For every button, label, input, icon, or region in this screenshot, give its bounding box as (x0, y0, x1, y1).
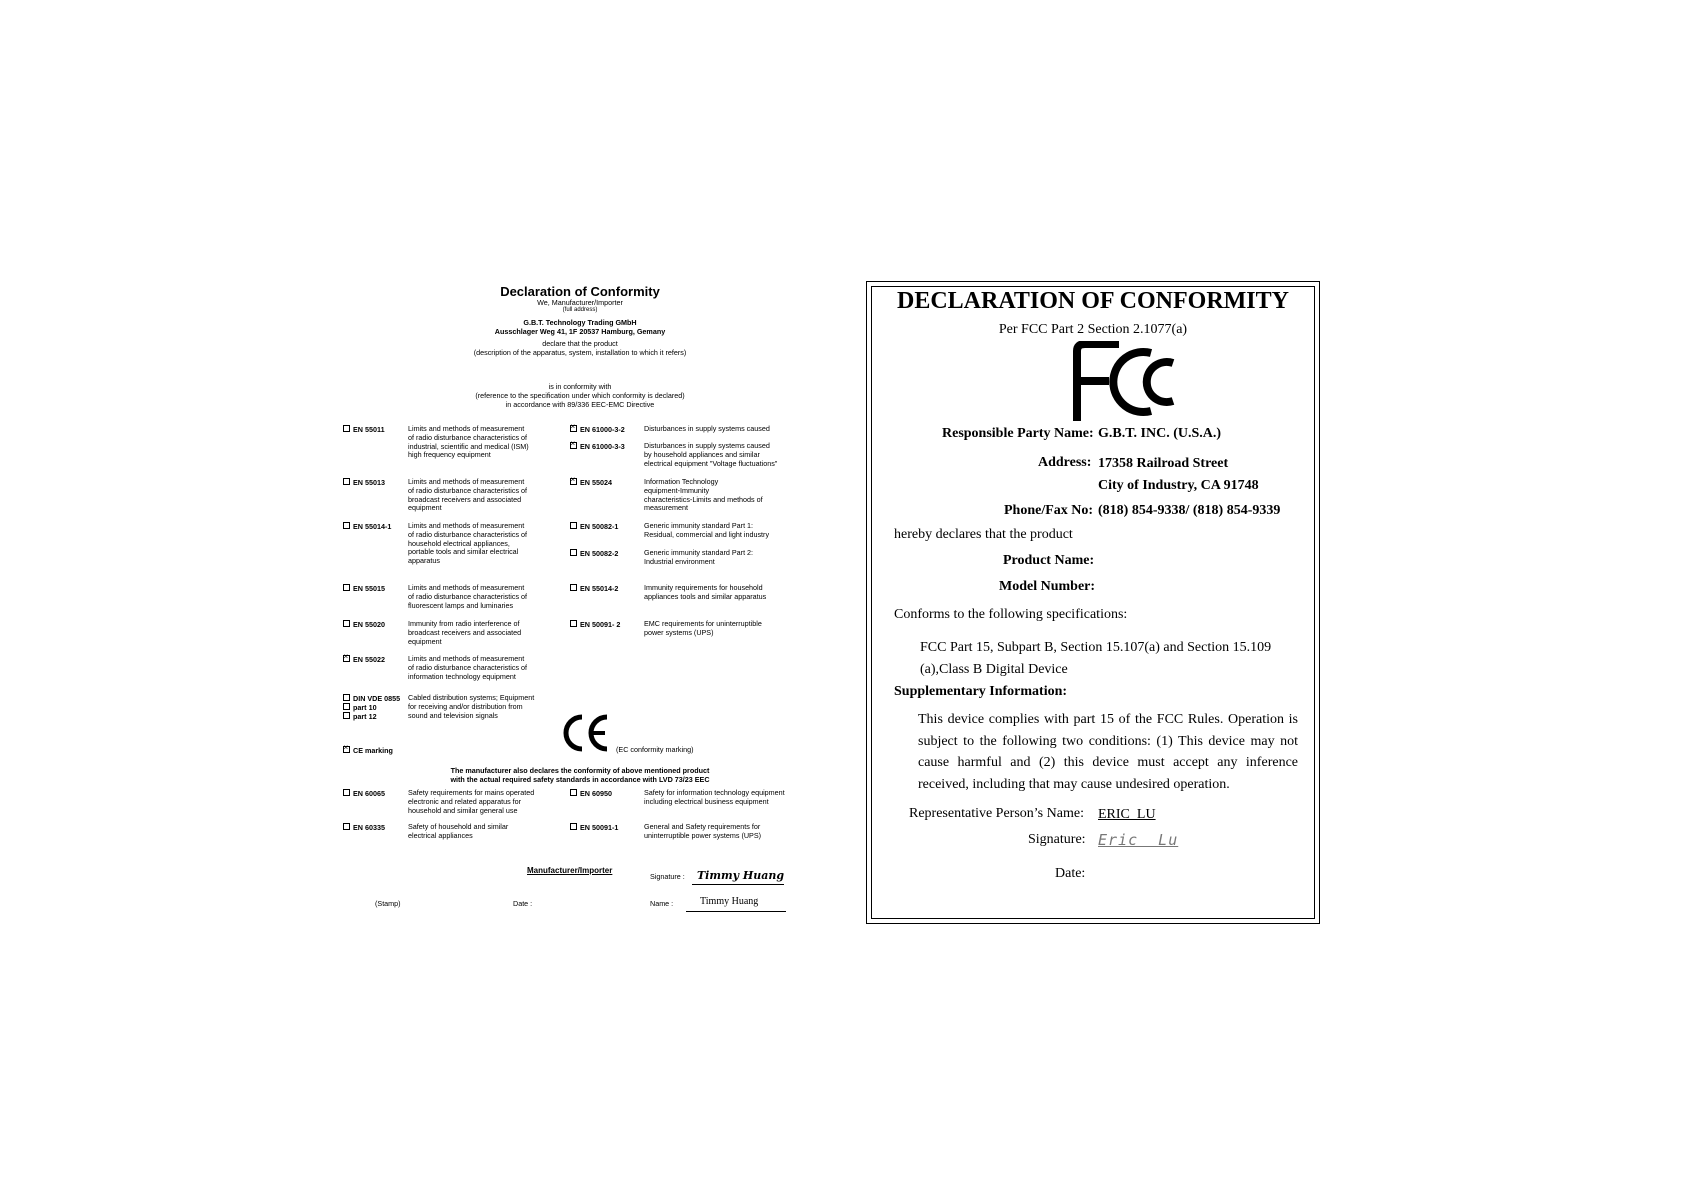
responsible-party-value: G.B.T. INC. (U.S.A.) (1098, 426, 1222, 441)
standard-code: EN 60950 (570, 789, 612, 799)
checkbox-icon (343, 478, 350, 485)
conformity-text: is in conformity with (548, 382, 612, 391)
description-note: (description of the apparatus, system, installation to which it refers) (473, 348, 687, 357)
checkbox-icon (343, 712, 350, 719)
standard-code: EN 55015 (343, 584, 385, 594)
standard-code: EN 55011 (343, 425, 385, 435)
fcc-title: DECLARATION OF CONFORMITY (896, 288, 1289, 314)
standard-code: EN 55014-1 (343, 522, 391, 532)
safety-statement-1: The manufacturer also declares the conformity of above mentioned product (450, 766, 710, 775)
checkbox-icon (570, 522, 577, 529)
din-description: Cabled distribution systems; Equipment for receiving and/or distribution from sound and television signals (408, 693, 535, 720)
standard-code: EN 50091- 2 (570, 620, 620, 630)
checked-box-icon (570, 442, 577, 449)
fcc-date-label: Date: (1055, 866, 1086, 881)
standard-description: Limits and methods of measurement of radio disturbance characteristics of household electrical appliances, portable tools and similar electrical apparatus (408, 521, 528, 566)
directive-text: in accordance with 89/336 EEC-EMC Directive (505, 400, 655, 409)
standard-description: Limits and methods of measurement of radio disturbance characteristics of industrial, scientific and medical (ISM) high frequency equipment (408, 424, 529, 460)
standard-code: EN 50082-1 (570, 522, 618, 532)
checkbox-icon (343, 522, 350, 529)
supplementary-text: This device complies with part 15 of the FCC Rules. Operation is subject to the following two conditions: (1) This device may not cause harmful and (2) this device must accept any inference received, including that may cause undesired operation. (918, 712, 1298, 792)
standard-description: Immunity from radio interference of broadcast receivers and associated equipment (408, 619, 522, 646)
checked-box-icon (343, 746, 350, 753)
din-code-1: DIN VDE 0855 (343, 694, 400, 704)
address-label: Address: (1038, 455, 1092, 470)
standard-description: Limits and methods of measurement of radio disturbance characteristics of fluorescent lamps and luminaries (408, 583, 528, 610)
address-line-2: City of Industry, CA 91748 (1098, 478, 1259, 493)
conforms-text: Conforms to the following specifications: (894, 607, 1128, 622)
fcc-signature: Eric Lu (1098, 831, 1179, 849)
declare-text: declare that the product (542, 339, 618, 348)
standard-description: EMC requirements for uninterruptible power systems (UPS) (644, 619, 762, 637)
din-code-3: part 12 (343, 712, 377, 722)
eu-date-label: Date : (513, 899, 533, 908)
standard-description: Safety for information technology equipment including electrical business equipment (644, 788, 785, 806)
safety-statement-2: with the actual required safety standards in accordance with LVD 73/23 EEC (450, 775, 710, 784)
standard-description: Safety requirements for mains operated electronic and related apparatus for household and similar general use (408, 788, 535, 815)
standard-code: EN 60335 (343, 823, 385, 833)
supplementary-label: Supplementary Information: (894, 684, 1068, 699)
stamp-label: (Stamp) (375, 899, 401, 908)
eu-name-value: Timmy Huang (700, 896, 759, 907)
name-line (686, 911, 786, 912)
signature-line (692, 884, 784, 885)
phone-label: Phone/Fax No: (1004, 503, 1094, 518)
standard-code: × EN 61000-3-3 (570, 442, 625, 452)
manufacturer-label: We, Manufacturer/Importer (537, 298, 623, 307)
standard-code: EN 55014-2 (570, 584, 618, 594)
checkbox-icon (570, 823, 577, 830)
phone-value: (818) 854-9338/ (818) 854-9339 (1098, 503, 1281, 518)
standard-description: Disturbances in supply systems caused (644, 424, 770, 433)
full-address-note: (full address) (562, 307, 598, 313)
eu-signature-label: Signature : (650, 872, 685, 881)
spec-text: FCC Part 15, Subpart B, Section 15.107(a) and Section 15.109 (a),Class B Digital Device (920, 640, 1272, 677)
eu-signature: Timmy Huang (697, 869, 785, 882)
checkbox-icon (343, 789, 350, 796)
checkbox-icon (343, 703, 350, 710)
company-name: G.B.T. Technology Trading GMbH (523, 318, 637, 327)
standard-description: Limits and methods of measurement of radio disturbance characteristics of information technology equipment (408, 654, 528, 681)
standard-code: EN 60065 (343, 789, 385, 799)
ce-marking-label: × CE marking (343, 746, 393, 756)
checkbox-icon (570, 584, 577, 591)
model-number-label: Model Number: (999, 579, 1096, 594)
standard-description: Generic immunity standard Part 1: Residual, commercial and light industry (644, 521, 770, 539)
product-name-label: Product Name: (1003, 553, 1095, 568)
checkbox-icon (570, 789, 577, 796)
manufacturer-importer-label: Manufacturer/Importer (527, 866, 613, 875)
standard-code: EN 55013 (343, 478, 385, 488)
standard-code: × EN 55024 (570, 478, 612, 488)
fcc-subtitle: Per FCC Part 2 Section 2.1077(a) (998, 322, 1188, 337)
standard-description: Information Technology equipment-Immunity characteristics-Limits and methods of measurement (644, 477, 763, 513)
company-address: Ausschlager Weg 41, 1F 20537 Hamburg, Gemany (494, 327, 666, 336)
checkbox-icon (570, 620, 577, 627)
standard-description: Generic immunity standard Part 2: Industrial environment (644, 548, 754, 566)
checkbox-icon (570, 549, 577, 556)
checked-box-icon (343, 655, 350, 662)
standard-code: EN 50082-2 (570, 549, 618, 559)
standard-description: Safety of household and similar electrical appliances (408, 822, 509, 840)
reference-note: (reference to the specification under which conformity is declared) (475, 391, 685, 400)
checked-box-icon (570, 425, 577, 432)
eu-title: Declaration of Conformity (500, 284, 660, 299)
responsible-party-label: Responsible Party Name: (942, 426, 1094, 441)
fcc-signature-label: Signature: (1028, 832, 1086, 847)
rep-name-value: ERIC LU (1098, 807, 1156, 822)
address-line-1: 17358 Railroad Street (1098, 456, 1229, 471)
eu-name-label: Name : (650, 899, 674, 908)
standard-code: × EN 61000-3-2 (570, 425, 625, 435)
standard-description: Limits and methods of measurement of radio disturbance characteristics of broadcast receivers and associated equipment (408, 477, 528, 513)
fcc-logo-icon (1071, 341, 1181, 423)
standard-description: General and Safety requirements for uninterruptible power systems (UPS) (644, 822, 762, 840)
standard-code: × EN 55022 (343, 655, 385, 665)
checkbox-icon (343, 584, 350, 591)
hereby-text: hereby declares that the product (894, 527, 1073, 542)
standard-code: EN 50091-1 (570, 823, 618, 833)
rep-name-label: Representative Person’s Name: (909, 806, 1084, 821)
din-code-2: part 10 (343, 703, 377, 713)
standard-description: Disturbances in supply systems caused by household appliances and similar electrical equipment "Voltage fluctuations" (644, 441, 778, 468)
checkbox-icon (343, 823, 350, 830)
ce-logo-icon (563, 713, 611, 753)
ec-conformity-note: (EC conformity marking) (616, 745, 694, 754)
standard-code: EN 55020 (343, 620, 385, 630)
checked-box-icon (570, 478, 577, 485)
checkbox-icon (343, 694, 350, 701)
standard-description: Immunity requirements for household appliances tools and similar apparatus (644, 583, 767, 601)
checkbox-icon (343, 425, 350, 432)
checkbox-icon (343, 620, 350, 627)
